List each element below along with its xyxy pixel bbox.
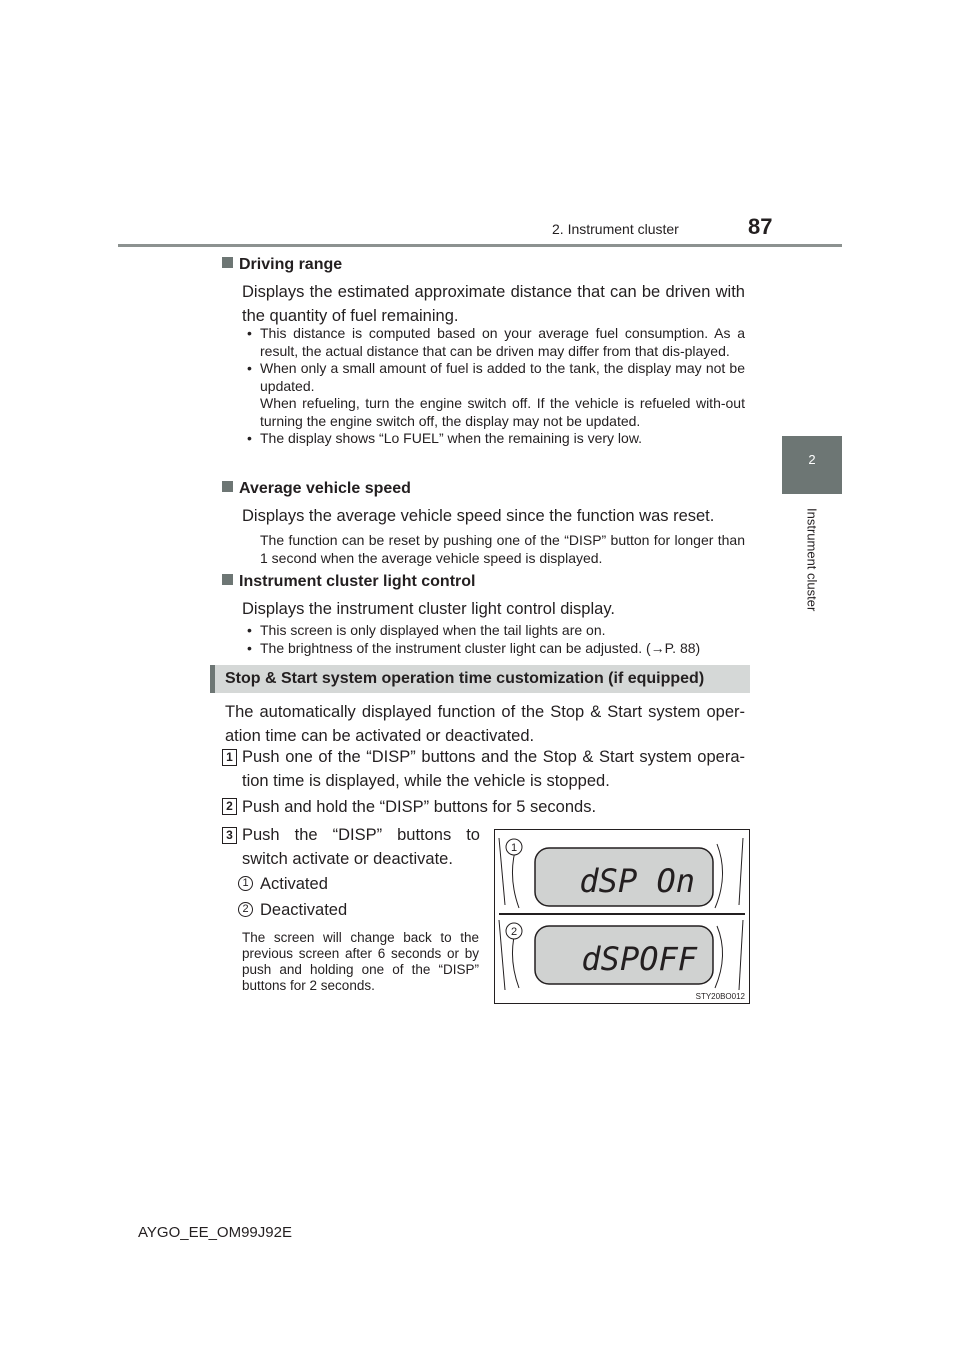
section-title: 2. Instrument cluster	[552, 221, 679, 237]
display-illustration	[494, 829, 750, 1004]
light-control-heading: Instrument cluster light control	[222, 573, 475, 591]
legend-callout-2: 2	[238, 902, 253, 917]
note-item: • When only a small amount of fuel is added to the tank, the display may not be updated.	[242, 360, 745, 395]
note-item: • The display shows “Lo FUEL” when the remaining is very low.	[242, 430, 745, 448]
document-code: AYGO_EE_OM99J92E	[138, 1224, 292, 1241]
stop-start-note: The screen will change back to the previous screen after 6 seconds or by push and holding one of the “DISP” buttons for 2 seconds.	[242, 930, 479, 993]
average-speed-note: The function can be reset by pushing one of the “DISP” button for longer than 1 second when the average vehicle speed is displayed.	[260, 532, 745, 566]
square-bullet-icon	[222, 481, 233, 492]
figure-code: STY20BO012	[695, 992, 745, 1001]
driving-range-description: Displays the estimated approximate distance that can be driven with the quantity of fuel remaining.	[242, 283, 745, 325]
note-item: • This distance is computed based on your average fuel consumption. As a result, the actual distance that can be driven may differ from that dis-played.	[242, 325, 745, 360]
lcd-diagram	[495, 830, 749, 1003]
note-item: • The brightness of the instrument cluster light can be adjusted. (→P. 88)	[242, 640, 745, 658]
display-text-on: dSP On	[579, 862, 695, 900]
legend-label-activated: Activated	[260, 875, 328, 893]
step-text-3: Push the “DISP” buttons to switch activate or deactivate.	[242, 826, 480, 868]
step-text-2: Push and hold the “DISP” buttons for 5 seconds.	[242, 798, 597, 816]
step-number-1: 1	[222, 749, 237, 766]
legend-callout-1: 1	[238, 876, 253, 891]
figure-callout-1: 1	[510, 842, 518, 854]
step-number-2: 2	[222, 798, 237, 815]
average-speed-heading: Average vehicle speed	[222, 480, 411, 498]
light-control-description: Displays the instrument cluster light control display.	[242, 600, 615, 618]
figure-callout-2: 2	[510, 926, 518, 938]
square-bullet-icon	[222, 574, 233, 585]
stop-start-intro: The automatically displayed function of the Stop & Start system oper-ation time can be activated or deactivated.	[225, 703, 745, 745]
driving-range-notes	[242, 325, 745, 448]
step-number-3: 3	[222, 827, 237, 844]
square-bullet-icon	[222, 257, 233, 268]
light-control-notes	[242, 622, 745, 657]
display-text-off: dSPOFF	[581, 940, 697, 978]
header-rule	[118, 244, 842, 247]
note-item: When refueling, turn the engine switch off. If the vehicle is refueled with-out turning the engine switch off, the display may not be updated.	[260, 395, 745, 429]
average-speed-description: Displays the average vehicle speed since the function was reset.	[242, 507, 715, 525]
chapter-title-vertical	[778, 508, 846, 628]
driving-range-heading: Driving range	[222, 256, 342, 274]
page-number: 87	[748, 214, 773, 239]
legend-label-deactivated: Deactivated	[260, 901, 348, 919]
stop-start-section-header: Stop & Start system operation time customization (if equipped)	[210, 665, 750, 693]
chapter-number: 2	[808, 452, 816, 467]
chapter-title: Instrument cluster	[804, 508, 820, 612]
step-text-1: Push one of the “DISP” buttons and the Stop & Start system opera-tion time is displayed, while the vehicle is stopped.	[242, 748, 745, 790]
note-item: • This screen is only displayed when the tail lights are on.	[242, 622, 745, 640]
